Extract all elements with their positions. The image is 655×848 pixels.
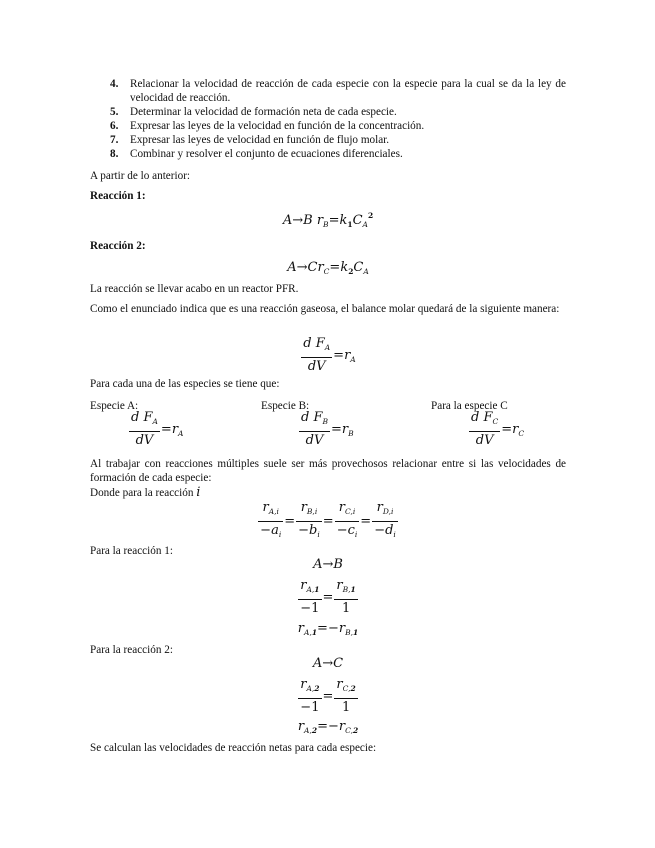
reaction-2-label: Para la reacción 2: <box>90 644 173 656</box>
general-rate-relation: $\frac{r_{A,i}}{-a_i}$ = $\frac{r_{B,i}}{-b_i}$ = $\frac{r_{C,i}}{-c_i}$ = $\frac{r_{D,i}}{-d_i}$ <box>260 500 396 539</box>
reaction-1-equation: A→B $r_B=k_1C_A^2$ <box>282 211 374 229</box>
reaction-2-equation: $A\to Cr_C=k_2C_A$ <box>287 260 369 276</box>
reaction-2-rate-result: $r_{A,2}=-r_{C,2}$ <box>297 719 359 735</box>
step-text: Expresar las leyes de la velocidad en función de la concentración. <box>130 120 425 132</box>
molar-balance-equation: $\frac{d F_A}{dV}$ $=r_A$ <box>303 336 356 374</box>
step-number: 6. <box>110 120 119 132</box>
species-a-balance: $\frac{d F_A}{dV}$ $=r_A$ <box>131 410 184 448</box>
reaction-2-stoich: A→C <box>312 656 344 671</box>
pfr-text: La reacción se llevar acabo en un reactor PFR. <box>90 283 299 295</box>
step-number: 4. <box>110 78 119 90</box>
species-c-balance: $\frac{d F_C}{dV}$ $=r_C$ <box>471 410 525 448</box>
reaction-2-rate-relation: $\frac{r_{A,2}}{-1}$ = $\frac{r_{C,2}}{1}$ <box>300 677 356 715</box>
step-text: Combinar y resolver el conjunto de ecuaciones diferenciales. <box>130 148 403 160</box>
species-b-label: Especie B: <box>261 400 310 412</box>
net-rates-text: Se calculan las velocidades de reacción netas para cada especie: <box>90 742 377 754</box>
where-text: Donde para la reacción i <box>90 485 201 500</box>
step-number: 8. <box>110 148 119 160</box>
steps-list <box>90 77 566 161</box>
species-c-label: Para la especie C <box>431 400 508 412</box>
each-species-text: Para cada una de las especies se tiene que: <box>90 378 280 390</box>
balance-text: Como el enunciado indica que es una reacción gaseosa, el balance molar quedará de la siguiente manera: <box>90 303 560 315</box>
reaction-1-rate-result: $r_{A,1}=-r_{B,1}$ <box>297 621 359 637</box>
step-text: Expresar las leyes de velocidad en función de flujo molar. <box>130 134 390 146</box>
intro-text: A partir de lo anterior: <box>90 170 191 182</box>
reaction-1-label: Para la reacción 1: <box>90 545 173 557</box>
list-item <box>90 77 566 105</box>
reaction-1-heading: Reacción 1: <box>90 190 146 202</box>
step-number: 7. <box>110 134 119 146</box>
species-b-balance: $\frac{d F_B}{dV}$ $=r_B$ <box>301 410 354 448</box>
reaction-1-stoich: A→B <box>313 557 343 572</box>
step-text: Relacionar la velocidad de reacción de cada especie con la especie para la cual se da la ley de velocidad de reacción. <box>130 78 566 104</box>
reaction-2-heading: Reacción 2: <box>90 240 146 252</box>
multiple-reactions-text: Al trabajar con reacciones múltiples suele ser más provechosos relacionar entre si las velocidades de formación de cada especie: <box>90 458 566 484</box>
list-item <box>90 147 566 161</box>
list-item <box>90 119 566 133</box>
reaction-1-rate-relation: $\frac{r_{A,1}}{-1}$ = $\frac{r_{B,1}}{1}$ <box>300 578 356 616</box>
list-item <box>90 105 566 119</box>
list-item <box>90 133 566 147</box>
step-text: Determinar la velocidad de formación neta de cada especie. <box>130 106 397 118</box>
step-number: 5. <box>110 106 119 118</box>
species-a-label: Especie A: <box>90 400 139 412</box>
